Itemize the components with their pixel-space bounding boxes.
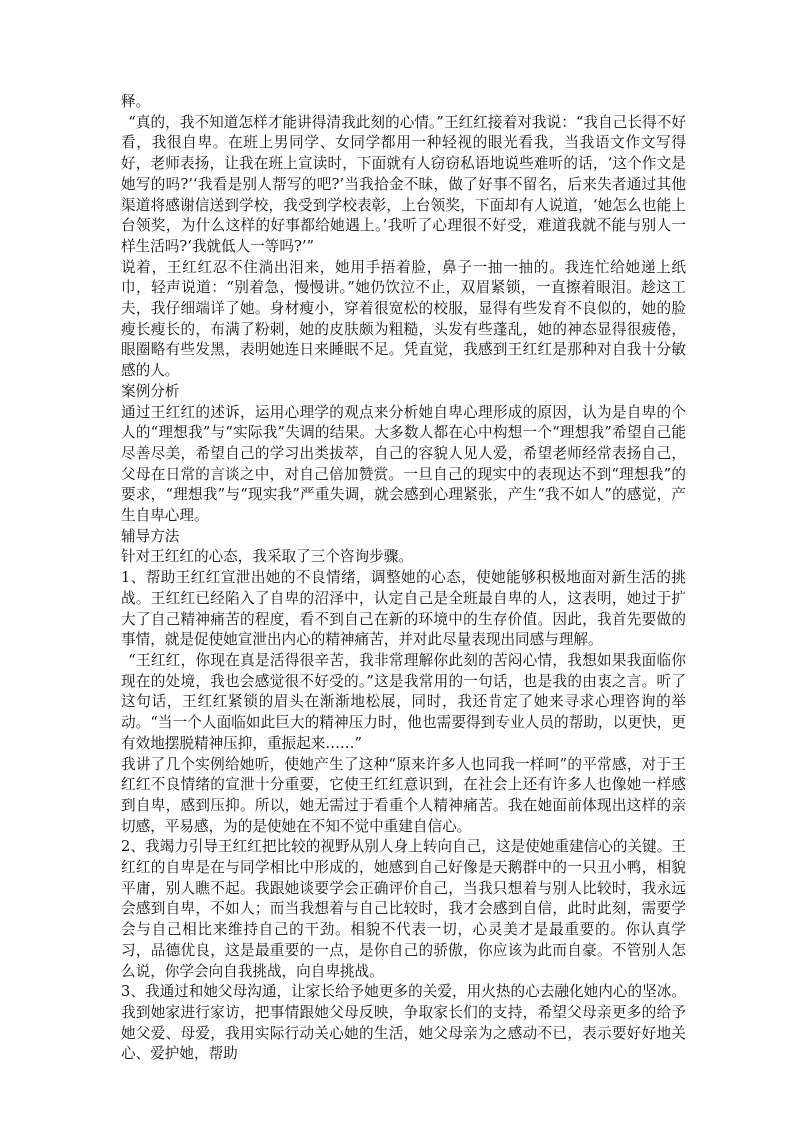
paragraph-step-1-dialogue: “王红红，你现在真是活得很辛苦，我非常理解你此刻的苦闷心情，我想如果我面临你现在的处境，我也会感觉很不好受的。”这是我常用的一句话，也是我的由衷之言。听了这句话，王红红紧锁的眉头在渐渐地松展，同时，我还肯定了她来寻求心理咨询的举动。“当一个人面临如此巨大的精神压力时，他也需要得到专业人员的帮助，以更快，更有效地摆脱精神压抑，重振起来……” bbox=[121, 651, 686, 752]
section-heading-counseling-method: 辅导方法 bbox=[121, 527, 180, 545]
paragraph-step-1-examples: 我讲了几个实例给她听，使她产生了这种“原来许多人也同我一样呵”的平常感，对于王红红不良情绪的宣泄十分重要，它使王红红意识到，在社会上还有许多人也像她一样感到自卑，感到压抑。所以，她无需过于看重个人精神痛苦。我在她面前体现出这样的亲切感，平易感，为的是使她在不知不觉中重建自信心。 bbox=[121, 755, 686, 835]
paragraph-step-1: 1、帮助王红红宣泄出她的不良情绪，调整她的心态，使她能够积极地面对新生活的挑战。王红红已经陷入了自卑的沼泽中，认定自己是全班最自卑的人，这表明，她过于扩大了自己精神痛苦的程度，看不到自己在新的环境中的生存价值。因此，我首先要做的事情，就是促使她宣泄出内心的精神痛苦，并对此尽量表现出同感与理解。 bbox=[121, 569, 686, 649]
paragraph-continuation: 释。 bbox=[121, 93, 151, 110]
paragraph-analysis: 通过王红红的述诉，运用心理学的观点来分析她自卑心理形成的原因，认为是自卑的个人的“理想我”与“实际我”失调的结果。大多数人都在心中构想一个“理想我”希望自己能尽善尽美，希望自己的学习出类拔萃，自己的容貌人见人爱，希望老师经常表扬自己，父母在日常的言谈之中，对自己倍加赞赏。一旦自己的现实中的表现达不到“理想我”的要求，“理想我”与“现实我”严重失调，就会感到心理紧张，产生“我不如人”的感觉，产生自卑心理。 bbox=[121, 403, 686, 525]
paragraph-step-3: 3、我通过和她父母沟通，让家长给予她更多的关爱，用火热的心去融化她内心的坚冰。我到她家进行家访，把事情跟她父母反映，争取家长们的支持，希望父母亲更多的给予她父爱、母爱，我用实际行动关心她的生活，她父母亲为之感动不已，表示要好好地关心、爱护她，帮助 bbox=[121, 983, 686, 1063]
paragraph-steps-intro: 针对王红红的心态，我采取了三个咨询步骤。 bbox=[121, 548, 413, 566]
paragraph-observation: 说着，王红红忍不住淌出泪来，她用手捂着脸，鼻子一抽一抽的。我连忙给她递上纸巾，轻声说道：“别着急，慢慢讲。”她仍饮泣不止，双眉紧锁，一直擦着眼泪。趁这工夫，我仔细端详了她。身材瘦小，穿着很宽松的校服，显得有些发育不良似的，她的脸瘦长瘦长的，布满了粉刺，她的皮肤颇为粗糙，头发有些蓬乱，她的神态显得很疲倦，眼圈略有些发黑，表明她连日来睡眠不足。凭直觉，我感到王红红是那种对自我十分敏感的人。 bbox=[121, 258, 686, 380]
document-page bbox=[121, 92, 686, 1065]
paragraph-quote-complaint: “真的，我不知道怎样才能讲得清我此刻的心情。”王红红接着对我说：“我自己长得不好看，我很自卑。在班上男同学、女同学都用一种轻视的眼光看我，当我语文作文写得好，老师表扬，让我在班上宣读时，下面就有人窃窃私语地说些难听的话，‘这个作文是她写的吗?’‘我看是别人帮写的吧?’当我拾金不昧，做了好事不留名，后来失者通过其他渠道将感谢信送到学校，我受到学校表彰，上台领奖，下面却有人说道，‘她怎么也能上台领奖，为什么这样的好事都给她遇上。’我听了心理很不好受，难道我就不能与别人一样生活吗?‘我就低人一等吗?’” bbox=[121, 113, 686, 255]
paragraph-step-2: 2、我竭力引导王红红把比较的视野从别人身上转向自己，这是使她重建信心的关键。王红红的自卑是在与同学相比中形成的，她感到自己好像是天鹅群中的一只丑小鸭，相貌平庸，别人瞧不起。我跟她谈要学会正确评价自己，当我只想着与别人比较时，我永远会感到自卑，不如人；而当我想着与自己比较时，我才会感到自信，此时此刻，需要学会与自己相比来维持自己的干劲。相貌不代表一切，心灵美才是最重要的。你认真学习，品德优良，这是最重要的一点，是你自己的骄傲，你应该为此而自豪。不管别人怎么说，你学会向自我挑战，向自卑挑战。 bbox=[121, 838, 686, 980]
section-heading-case-analysis: 案例分析 bbox=[121, 382, 180, 400]
